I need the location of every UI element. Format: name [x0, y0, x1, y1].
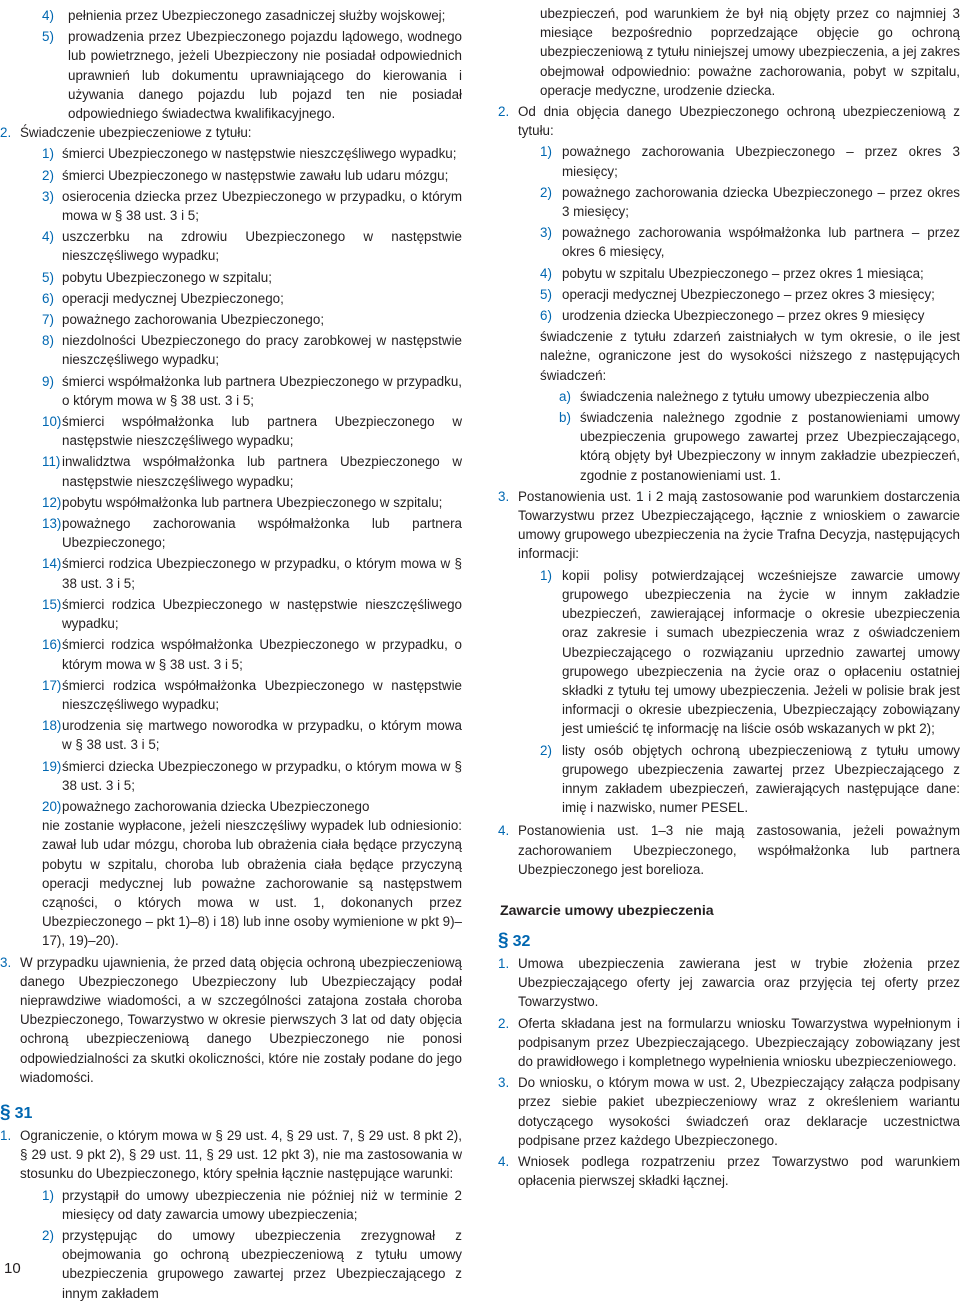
item-text: Do wniosku, o którym mowa w ust. 2, Ubezpieczający załącza podpisany przez siebie pakiet ubezpieczeniowy wraz z określeniem wariantu dotyczącego wysokości świadczeń oraz deklaracje uczestnictwa podpisane przez każdego Ubezpieczonego. — [518, 1075, 960, 1148]
paragraph-4 — [498, 821, 960, 879]
item-number: 11) — [42, 454, 61, 470]
list-item — [498, 1014, 960, 1072]
paragraph-text: W przypadku ujawnienia, że przed datą objęcia ochroną ubezpieczeniową danego Ubezpieczonego Ubezpieczony lub Ubezpieczający podał nieprawdziwe wiadomości, a w szczególności zatajona została choroba Ubezpieczonego, Towarzystwo w okresie pierwszych 3 lat od daty objęcia ochroną ubezpieczeniową danego Ubezpieczonego nie ponosi odpowiedzialności za skutki okoliczności, które nie zostały podane do jego wiadomości. — [20, 954, 462, 1085]
item-letter: a) — [559, 388, 571, 404]
item-text: Umowa ubezpieczenia zawierana jest w trybie złożenia przez Ubezpieczającego oferty jej zawarcia oraz przyjęcia tej oferty przez Towarzystwo. — [518, 955, 960, 1010]
item-text: poważnego zachorowania Ubezpieczonego – przez okres 3 miesięcy; — [562, 144, 960, 179]
item-text: świadczenia należnego zgodnie z postanowieniami umowy ubezpieczenia grupowego zawartej przez Ubezpieczającego, którą objęty był Ubezpieczony w innym zakładzie ubezpieczeń, zgodnie z postanowieniami ust. 1. — [580, 410, 960, 483]
sub-item — [498, 408, 960, 485]
paragraph-text: Postanowienia ust. 1–3 nie mają zastosowania, jeżeli poważnym zachorowaniem Ubezpieczonego, współmałżonka lub partnera Ubezpieczonego jest borelioza. — [518, 823, 960, 877]
paragraph-2 — [498, 102, 960, 140]
item-text: operacji medycznej Ubezpieczonego; — [62, 290, 284, 306]
item-number: 19) — [42, 758, 62, 774]
paragraph-1 — [0, 1126, 462, 1184]
item-text: osierocenia dziecka przez Ubezpieczonego w przypadku, o którym mowa w § 38 ust. 3 i 5; — [62, 188, 462, 224]
item-number: 10) — [42, 414, 62, 430]
item-text: poważnego zachorowania współmałżonka lub partnera Ubezpieczonego; — [62, 516, 462, 551]
paragraph-text: Od dnia objęcia danego Ubezpieczonego ochroną ubezpieczeniową z tytułu: — [518, 104, 960, 139]
list-item — [0, 331, 462, 369]
list-item — [0, 757, 462, 795]
list-item — [498, 264, 960, 283]
item-number: 1) — [540, 144, 552, 160]
list-item — [0, 1226, 462, 1303]
paragraph-3 — [498, 487, 960, 564]
list-item — [0, 372, 462, 410]
paragraph-2-list — [0, 144, 462, 816]
list-item — [498, 1073, 960, 1150]
section-32-list — [498, 954, 960, 1190]
list-item — [498, 223, 960, 261]
paragraph-number: 3. — [0, 954, 12, 970]
item-text: pobytu Ubezpieczonego w szpitalu; — [62, 269, 272, 285]
paragraph-2-list — [498, 142, 960, 325]
item-number: 2) — [42, 167, 54, 183]
item-text: kopii polisy potwierdzającej wcześniejsze zawarcie umowy grupowego ubezpieczenia na życie w innym zakładzie ubezpieczeń, zawierającej informacje o okresie ubezpieczenia oraz zakresie i sumach ubezpieczenia wraz z oświadczeniem Ubezpieczającego o rozwiązaniu uprzednio zawartej umowy grupowego ubezpieczenia na życie oraz o opłaceniu ostatniej składki z tytułu tej umowy ubezpieczenia. Jeżeli w polisie brak jest informacji o okresie ubezpieczenia, Ubezpieczający zobowiązany jest umieścić tę informację na liście osób wskazanych w pkt 2); — [562, 567, 960, 737]
paragraph-text: Postanowienia ust. 1 i 2 mają zastosowanie pod warunkiem dostarczenia Towarzystwu przez Ubezpieczającego, łącznie z wnioskiem o zawarcie umowy grupowego ubezpieczenia na życie Trafna Decyzja, następujących informacji: — [518, 488, 960, 562]
item-text: poważnego zachorowania dziecka Ubezpieczonego — [62, 798, 370, 814]
item-text: pobytu w szpitalu Ubezpieczonego – przez okres 1 miesiąca; — [562, 265, 924, 281]
section-number: 31 — [14, 1104, 33, 1122]
paragraph-number: 1. — [0, 1127, 12, 1143]
section-31-heading — [0, 1103, 462, 1124]
list-item — [498, 183, 960, 221]
paragraph-number: 4. — [498, 823, 510, 839]
list-item — [498, 285, 960, 304]
item-number: 8) — [42, 333, 54, 349]
paragraph-2-tail: świadczenie z tytułu zdarzeń zaistniałych w tym okresie, o ile jest należne, ograniczone jest do wysokości niższego z następujących świadczeń: — [540, 329, 960, 383]
item-text: śmierci Ubezpieczonego w następstwie zawału lub udaru mózgu; — [62, 167, 449, 183]
list-item — [0, 493, 462, 512]
item-text: śmierci rodzica Ubezpieczonego w przypadku, o którym mowa w § 38 ust. 3 i 5; — [62, 556, 462, 591]
item-number: 6) — [540, 308, 552, 324]
list-item — [498, 741, 960, 818]
item-number: 2) — [540, 184, 552, 200]
item-text: Wniosek podlega rozpatrzeniu przez Towarzystwo pod warunkiem opłacenia pierwszej składki łącznej. — [518, 1153, 960, 1189]
item-text: śmierci współmałżonka lub partnera Ubezpieczonego w następstwie nieszczęśliwego wypadku; — [62, 414, 462, 449]
item-number: 5) — [42, 29, 54, 45]
item-number: 5) — [540, 286, 552, 302]
item-number: 4. — [498, 1153, 510, 1169]
right-column — [498, 4, 960, 1190]
item-text: przystąpił do umowy ubezpieczenia nie później niż w terminie 2 miesięcy od daty zawarcia umowy ubezpieczenia; — [62, 1187, 462, 1222]
list-item — [0, 166, 462, 185]
sub-item — [498, 387, 960, 406]
list-item — [0, 187, 462, 225]
section-32-heading — [498, 931, 960, 952]
item-text: poważnego zachorowania współmałżonka lub partnera – przez okres 6 miesięcy, — [562, 225, 960, 260]
item-text: uszczerbku na zdrowiu Ubezpieczonego w następstwie nieszczęśliwego wypadku; — [62, 229, 462, 264]
item-text: śmierci rodzica Ubezpieczonego w następstwie nieszczęśliwego wypadku; — [62, 596, 462, 632]
list-item — [498, 306, 960, 325]
list-item — [498, 142, 960, 180]
item-text: inwalidztwa współmałżonka lub partnera Ubezpieczonego w następstwie nieszczęśliwego wypadku; — [62, 454, 462, 489]
item-text: śmierci Ubezpieczonego w następstwie nieszczęśliwego wypadku; — [62, 146, 457, 162]
item-text: Oferta składana jest na formularzu wniosku Towarzystwa wypełnionym i podpisanym przez Ubezpieczającego. Ubezpieczający zobowiązany jest do prawidłowego i kompletnego wypełnienia wniosku ubezpieczeniowego. — [518, 1015, 960, 1069]
left-column — [0, 4, 462, 1303]
item-text: pobytu współmałżonka lub partnera Ubezpieczonego w szpitalu; — [62, 494, 443, 510]
item-number: 16) — [42, 637, 62, 653]
list-item — [0, 27, 462, 123]
item-number: 1) — [540, 567, 552, 583]
item-number: 4) — [540, 265, 552, 281]
paragraph-3 — [0, 953, 462, 1087]
list-item — [0, 144, 462, 163]
list-item — [498, 954, 960, 1012]
item-number: 20) — [42, 798, 62, 814]
item-text: listy osób objętych ochroną ubezpieczeniową z tytułu umowy grupowego ubezpieczenia zawartej przez Ubezpieczającego z innym zakładem ubezpieczeń, zawierających następujące dane: imię i nazwisko, numer PESEL. — [562, 742, 960, 816]
item-text: śmierci rodzica współmałżonka Ubezpieczonego w przypadku, o którym mowa w § 38 ust. 3 i 5; — [62, 637, 462, 672]
section-title: Zawarcie umowy ubezpieczenia — [500, 902, 714, 919]
item-text: pełnienia przez Ubezpieczonego zasadniczej służby wojskowej; — [68, 8, 446, 23]
item-number: 1) — [42, 146, 54, 162]
list-item — [0, 452, 462, 490]
item-text: operacji medycznej Ubezpieczonego – przez okres 3 miesięcy; — [562, 286, 935, 302]
paragraph-2 — [0, 123, 462, 142]
paragraph-number: 3. — [498, 488, 510, 504]
list-item — [0, 268, 462, 287]
page-number: 10 — [4, 1260, 21, 1277]
item-text: śmierci rodzica współmałżonka Ubezpieczonego w następstwie nieszczęśliwego wypadku; — [62, 677, 462, 712]
paragraph-text: Świadczenie ubezpieczeniowe z tytułu: — [20, 125, 252, 141]
list-item — [0, 797, 462, 816]
section-sign-icon: § — [498, 929, 509, 951]
item-number: 3) — [42, 188, 54, 204]
item-letter: b) — [559, 410, 571, 426]
item-text: śmierci współmałżonka lub partnera Ubezpieczonego w przypadku, o którym mowa w § 38 ust. 3 i 5; — [62, 373, 462, 408]
list-item — [0, 716, 462, 754]
item-number: 1) — [42, 1187, 54, 1203]
item-text: urodzenia dziecka Ubezpieczonego – przez okres 9 miesięcy — [562, 308, 925, 324]
list-item — [0, 289, 462, 308]
list-item — [0, 412, 462, 450]
item-text: poważnego zachorowania dziecka Ubezpieczonego – przez okres 3 miesięcy; — [562, 184, 960, 220]
list-item — [0, 554, 462, 592]
list-item — [0, 1186, 462, 1224]
item-number: 4) — [42, 8, 54, 23]
list-item — [0, 635, 462, 673]
item-text: świadczenia należnego z tytułu umowy ubezpieczenia albo — [580, 388, 930, 404]
list-item — [498, 1152, 960, 1190]
item-number: 3) — [540, 225, 552, 241]
item-text: poważnego zachorowania Ubezpieczonego; — [62, 312, 325, 328]
section-sign-icon: § — [0, 1101, 11, 1123]
paragraph-number: 2. — [0, 125, 12, 141]
item-number: 1. — [498, 955, 510, 971]
list-item — [0, 310, 462, 329]
item-text: śmierci dziecka Ubezpieczonego w przypadku, o którym mowa w § 38 ust. 3 i 5; — [62, 758, 462, 793]
item-number: 12) — [42, 494, 62, 510]
list-item — [0, 676, 462, 714]
item-number: 7) — [42, 312, 54, 328]
item-number: 4) — [42, 229, 54, 245]
item-text: urodzenia się martwego noworodka w przypadku, o którym mowa w § 38 ust. 3 i 5; — [62, 718, 462, 753]
list-item — [0, 595, 462, 633]
list-item — [498, 566, 960, 739]
item-number: 9) — [42, 373, 54, 389]
list-item — [0, 227, 462, 265]
item-number: 5) — [42, 269, 54, 285]
item-text: prowadzenia przez Ubezpieczonego pojazdu lądowego, wodnego lub powietrznego, jeżeli Ubezpieczony nie posiadał odpowiednich uprawnień lub dokumentu uprawniającego do kierowania i używania danego pojazdu lub pojazd ten nie posiadał odpowiedniego świadectwa kwalifikacyjnego. — [68, 29, 462, 122]
item-text: niezdolności Ubezpieczonego do pracy zarobkowej w następstwie nieszczęśliwego wypadku; — [62, 333, 462, 368]
item-number: 2. — [498, 1015, 510, 1031]
item-number: 6) — [42, 290, 54, 306]
paragraph-2-tail: nie zostanie wypłacone, jeżeli nieszczęśliwy wypadek lub odniesionio: zawał lub udar mózgu, choroba lub obrażenia ciała będące przyczyną pobytu w szpitalu, choroba lub obrażenia ciała będące przyczyną operacji medycznej lub poważne zachorowanie są następstwem cząności, o których mowa w ust. 1, dokonanych przez Ubezpieczonego – pkt 1)–8) i 18) lub inne osoby wymienione w pkt 9)–17), 19)–20). — [42, 818, 462, 949]
continued-text: ubezpieczeń, pod warunkiem że był nią objęty przez co najmniej 3 miesiące bezpośrednio poprzedzające objęcie go ochroną ubezpieczeniową z tytułu niniejszej umowy ubezpieczenia, a jej zakres obejmował odpowiednio: poważne zachorowania, pobyt w szpitalu, operacje medyczne, urodzenie dziecka. — [540, 6, 960, 98]
item-number: 3. — [498, 1075, 510, 1091]
item-number: 13) — [42, 516, 62, 532]
item-text: przystępując do umowy ubezpieczenia zrezygnował z obejmowania go ochroną ubezpieczeniową z tytułu umowy ubezpieczenia grupowego zawartej przez Ubezpieczającego z innym zakładem — [62, 1227, 462, 1301]
item-number: 14) — [42, 556, 62, 572]
list-item — [0, 514, 462, 552]
item-number: 18) — [42, 718, 62, 734]
section-number: 32 — [512, 932, 531, 950]
paragraph-number: 2. — [498, 104, 510, 120]
list-item — [0, 6, 462, 25]
item-number: 17) — [42, 677, 62, 693]
item-number: 15) — [42, 596, 62, 612]
item-number: 2) — [540, 742, 552, 758]
item-number: 2) — [42, 1227, 54, 1243]
paragraph-text: Ograniczenie, o którym mowa w § 29 ust. 4, § 29 ust. 7, § 29 ust. 8 pkt 2), § 29 ust. 9 pkt 2), § 29 ust. 11, § 29 ust. 12 pkt 3), nie ma zastosowania w stosunku do Ubezpieczonego, który spełnia łącznie następujące warunki: — [20, 1127, 462, 1182]
